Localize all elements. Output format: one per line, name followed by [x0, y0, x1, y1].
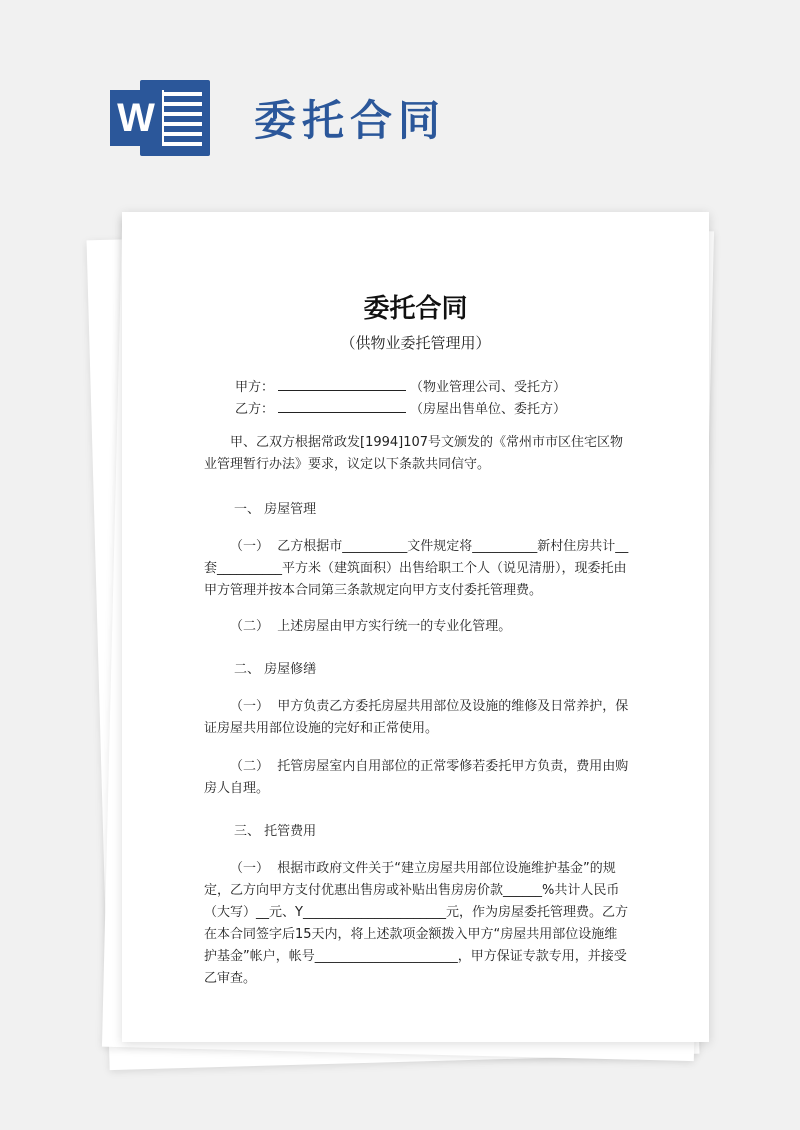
- section-2-heading: 二、 房屋修缮: [234, 662, 317, 677]
- section-1-heading: 一、 房屋管理: [234, 502, 317, 517]
- header-title: 委托合同: [254, 96, 447, 145]
- party-a-label: 甲方：: [235, 380, 275, 395]
- document-title: 委托合同: [363, 294, 468, 324]
- party-b-note: （房屋出售单位、委托方）: [410, 402, 567, 417]
- section-2-clause-2: （二） 托管房屋室内自用部位的正常零修若委托甲方负责，费用由购房人自理。: [204, 759, 629, 796]
- section-2-clause-1: （一） 甲方负责乙方委托房屋共用部位及设施的维修及日常养护，保证房屋共用部位设施的完好和正常使用。: [204, 699, 629, 736]
- party-a-note: （物业管理公司、受托方）: [410, 380, 567, 395]
- page-header: [110, 78, 446, 158]
- party-b-label: 乙方：: [235, 402, 275, 417]
- section-3-heading: 三、 托管费用: [234, 824, 317, 839]
- word-icon-letter: W: [110, 90, 162, 146]
- party-a-blank: [278, 378, 406, 391]
- document-subtitle: （供物业委托管理用）: [340, 334, 491, 352]
- section-3-clause-1: （一） 根据市政府文件关于“建立房屋共用部位设施维护基金”的规定，乙方向甲方支付优惠出售房或补贴出售房房价款______%共计人民币（大写）__元、Y______________________元，作为房屋委托管理费。乙方在本合同签字后15天内，将上述款项金额拨入甲方“房屋共用部位设施维护基金”帐户，帐号______________________，甲方保证专款专用，并接受乙审查。: [204, 861, 628, 986]
- section-1-clause-2: （二） 上述房屋由甲方实行统一的专业化管理。: [230, 619, 512, 634]
- document-page: [122, 212, 709, 1042]
- party-b-line: [235, 398, 566, 417]
- intro-paragraph: 甲、乙双方根据常政发[1994]107号文颁发的《常州市市区住宅区物业管理暂行办法》要求，议定以下条款共同信守。: [204, 435, 624, 472]
- party-b-blank: [278, 400, 406, 413]
- word-document-icon: [110, 78, 214, 158]
- section-1-clause-1: （一） 乙方根据市__________文件规定将__________新村住房共计__套__________平方米（建筑面积）出售给职工个人（说见清册），现委托由甲方管理并按本合同第三条款规定向甲方支付委托管理费。: [204, 539, 629, 598]
- party-a-line: [235, 376, 566, 395]
